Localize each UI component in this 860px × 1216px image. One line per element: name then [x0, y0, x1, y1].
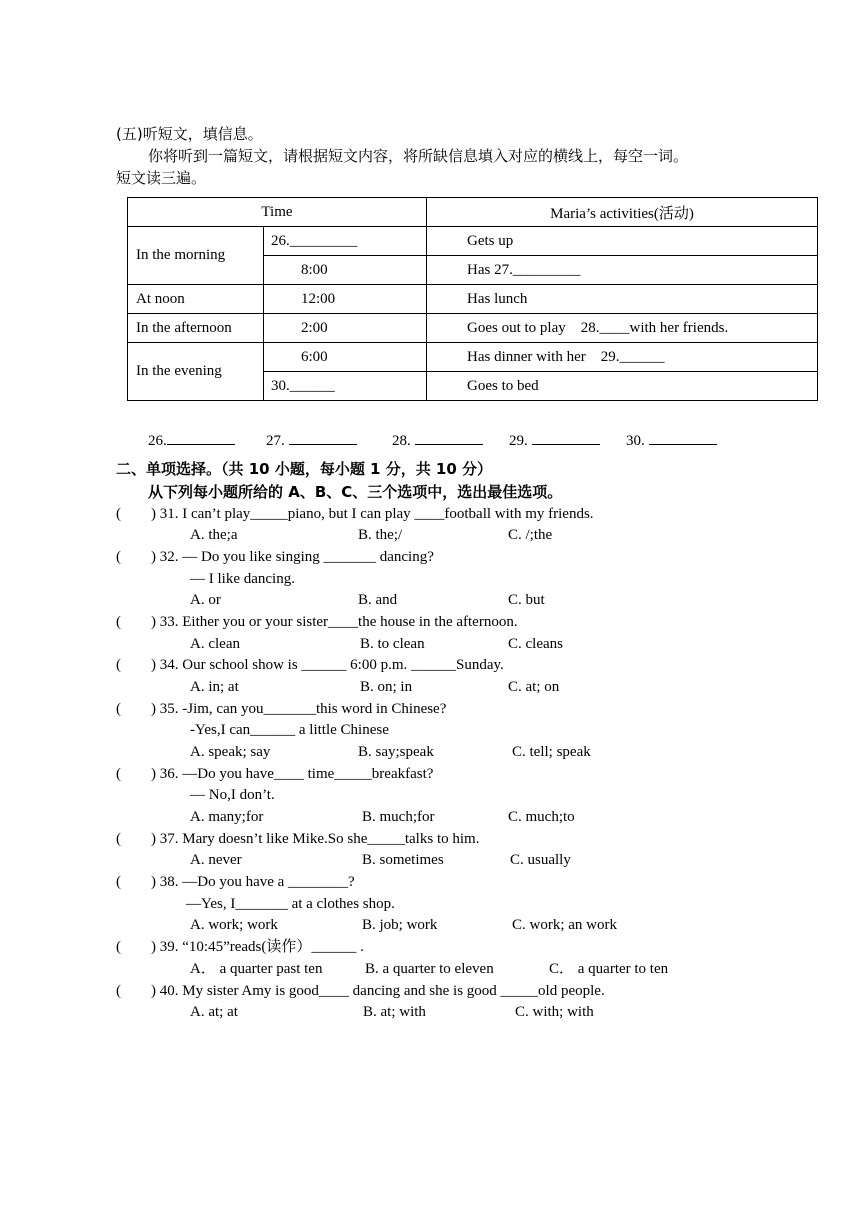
- time-cell: 8:00: [264, 256, 427, 285]
- answer-blank-29[interactable]: [509, 430, 600, 451]
- option-b[interactable]: B. a quarter to eleven: [365, 961, 494, 977]
- time-cell: 30.______: [264, 372, 427, 401]
- table-row: [128, 343, 818, 372]
- question-39: ( ) 39. “10:45”reads(读作）______ .: [116, 939, 364, 955]
- option-c[interactable]: C. at; on: [508, 679, 560, 695]
- option-c[interactable]: C. tell; speak: [512, 744, 591, 760]
- question-38-line2: —Yes, I_______ at a clothes shop.: [186, 896, 395, 912]
- period-cell: In the evening: [128, 343, 264, 401]
- activity-cell: Has dinner with her 29.______: [427, 343, 818, 372]
- question-36-line2: — No,I don’t.: [190, 787, 275, 803]
- period-cell: In the afternoon: [128, 314, 264, 343]
- option-b[interactable]: B. much;for: [362, 809, 435, 825]
- question-32-line2: — I like dancing.: [190, 571, 295, 587]
- answer-blank-27[interactable]: [266, 430, 357, 451]
- option-a[interactable]: A． a quarter past ten: [190, 961, 323, 977]
- table-row: [128, 227, 818, 256]
- option-a[interactable]: A. speak; say: [190, 744, 271, 760]
- period-cell: At noon: [128, 285, 264, 314]
- option-b[interactable]: B. and: [358, 592, 398, 608]
- activity-cell: Has 27._________: [427, 256, 818, 285]
- option-b[interactable]: B. job; work: [362, 917, 438, 933]
- option-c[interactable]: C. much;to: [508, 809, 575, 825]
- section5-instruction-cont: 短文读三遍。: [116, 169, 207, 187]
- answer-line: [289, 430, 357, 445]
- option-c[interactable]: C． a quarter to ten: [549, 961, 669, 977]
- option-a[interactable]: A. the;a: [190, 527, 238, 543]
- option-c[interactable]: C. but: [508, 592, 545, 608]
- option-a[interactable]: A. in; at: [190, 679, 239, 695]
- time-cell: 12:00: [264, 285, 427, 314]
- question-35: ( ) 35. -Jim, can you_______this word in Chinese?: [116, 701, 447, 717]
- time-cell: 2:00: [264, 314, 427, 343]
- time-cell: 6:00: [264, 343, 427, 372]
- activity-cell: Has lunch: [427, 285, 818, 314]
- answer-label: 28.: [392, 433, 411, 449]
- answer-label: 26.: [148, 433, 167, 449]
- option-c[interactable]: C. usually: [510, 852, 571, 868]
- answer-line: [167, 430, 235, 445]
- question-38: ( ) 38. —Do you have a ________?: [116, 874, 355, 890]
- time-cell: 26._________: [264, 227, 427, 256]
- option-b[interactable]: B. to clean: [360, 636, 425, 652]
- table-row: [128, 314, 818, 343]
- option-b[interactable]: B. the;/: [358, 527, 403, 543]
- option-a[interactable]: A. clean: [190, 636, 240, 652]
- table-row: [128, 285, 818, 314]
- option-b[interactable]: B. at; with: [363, 1004, 426, 1020]
- answer-label: 29.: [509, 433, 528, 449]
- option-b[interactable]: B. sometimes: [362, 852, 444, 868]
- option-c[interactable]: C. work; an work: [512, 917, 617, 933]
- option-a[interactable]: A. many;for: [190, 809, 264, 825]
- section2-title: 二、单项选择。（共 10 小题，每小题 1 分，共 10 分）: [116, 460, 493, 478]
- section2-instruction: 从下列每小题所给的 A、B、C、三个选项中，选出最佳选项。: [148, 483, 563, 501]
- activity-cell: Gets up: [427, 227, 818, 256]
- section5-instruction: 你将听到一篇短文，请根据短文内容，将所缺信息填入对应的横线上，每空一词。: [148, 147, 689, 165]
- option-a[interactable]: A. work; work: [190, 917, 278, 933]
- option-a[interactable]: A. at; at: [190, 1004, 238, 1020]
- option-b[interactable]: B. on; in: [360, 679, 413, 695]
- answer-label: 30.: [626, 433, 645, 449]
- section5-title: (五)听短文，填信息。: [116, 125, 263, 143]
- question-33: ( ) 33. Either you or your sister____the house in the afternoon.: [116, 614, 518, 630]
- activity-cell: Goes to bed: [427, 372, 818, 401]
- option-a[interactable]: A. never: [190, 852, 242, 868]
- table-header-activities: Maria’s activities(活动): [427, 198, 818, 227]
- answer-line: [649, 430, 717, 445]
- answer-blank-30[interactable]: [626, 430, 717, 451]
- activity-cell: Goes out to play 28.____with her friends.: [427, 314, 818, 343]
- question-32: ( ) 32. — Do you like singing _______ dancing?: [116, 549, 434, 565]
- answer-line: [415, 430, 483, 445]
- question-37: ( ) 37. Mary doesn’t like Mike.So she_____talks to him.: [116, 831, 480, 847]
- answer-blank-26[interactable]: [148, 430, 235, 451]
- table-header-row: [128, 198, 818, 227]
- answer-label: 27.: [266, 433, 285, 449]
- option-c[interactable]: C. with; with: [515, 1004, 594, 1020]
- answer-blank-28[interactable]: [392, 430, 483, 451]
- question-35-line2: -Yes,I can______ a little Chinese: [190, 722, 389, 738]
- answer-line: [532, 430, 600, 445]
- question-34: ( ) 34. Our school show is ______ 6:00 p.m. ______Sunday.: [116, 657, 504, 673]
- option-c[interactable]: C. /;the: [508, 527, 553, 543]
- question-40: ( ) 40. My sister Amy is good____ dancing and she is good _____old people.: [116, 983, 605, 999]
- question-31: ( ) 31. I can’t play_____piano, but I can play ____football with my friends.: [116, 506, 594, 522]
- option-c[interactable]: C. cleans: [508, 636, 563, 652]
- table-header-time: Time: [128, 198, 427, 227]
- option-a[interactable]: A. or: [190, 592, 221, 608]
- question-36: ( ) 36. —Do you have____ time_____breakfast?: [116, 766, 434, 782]
- activities-table: [127, 197, 818, 401]
- period-cell: In the morning: [128, 227, 264, 285]
- option-b[interactable]: B. say;speak: [358, 744, 434, 760]
